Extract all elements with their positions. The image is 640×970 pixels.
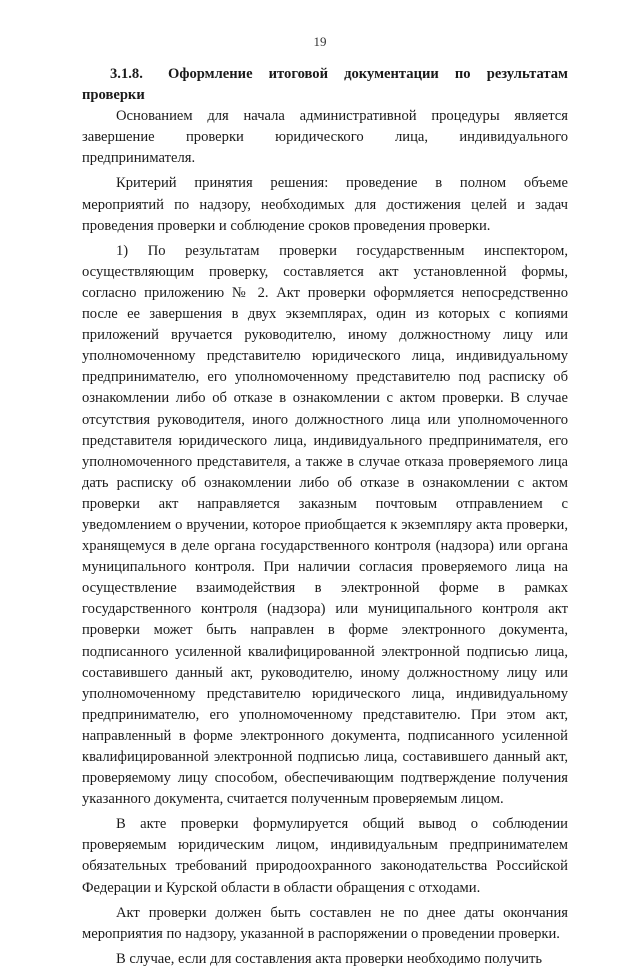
section-number: 3.1.8. — [110, 66, 143, 82]
section-title: Оформление итоговой документации по результатам проверки — [82, 66, 568, 104]
document-body — [82, 64, 568, 970]
paragraph-inspection-act: 1) По результатам проверки государственным инспектором, осуществляющим проверку, составляется акт установленной формы, согласно приложению № 2. Акт проверки оформляется непосредственно после ее завершения в двух экземплярах, один из которых с копиями приложений вручается руководителю, иному должностному лицу или уполномоченному представителю юридического лица, индивидуальному предпринимателю, его уполномоченному представителю под расписку об ознакомлении либо об отказе в ознакомлении с актом проверки. В случае отсутствия руководителя, иного должностного лица или уполномоченного представителя юридического лица, индивидуального предпринимателя, его уполномоченного представителя, а также в случае отказа проверяемого лица дать расписку об ознакомлении либо об отказе в ознакомлении с актом проверки акт направляется заказным почтовым отправлением с уведомлением о вручении, которое приобщается к экземпляру акта проверки, хранящемуся в деле органа государственного контроля (надзора) или органа муниципального контроля. При наличии согласия проверяемого лица на осуществление взаимодействия в электронной форме в рамках государственного контроля (надзора) или муниципального контроля акт проверки может быть направлен в форме электронного документа, подписанного усиленной квалифицированной электронной подписью лица, составившего данный акт, руководителю, иному должностному лицу или уполномоченному представителю юридического лица, индивидуальному предпринимателю, его уполномоченному представителю. При этом акт, направленный в форме электронного документа, подписанного усиленной квалифицированной электронной подписью лица, составившего данный акт, проверяемому лицу способом, обеспечивающим подтверждение получения указанного документа, считается полученным проверяемым лицом. — [82, 242, 568, 808]
paragraph-criterion: Критерий принятия решения: проведение в полном объеме мероприятий по надзору, необходимых для достижения целей и задач проведения проверки и соблюдение сроков проведения проверки. — [82, 175, 568, 234]
page-number: 19 — [313, 34, 327, 49]
paragraph-general-conclusion: В акте проверки формулируется общий вывод о соблюдении проверяемым юридическим лицом, индивидуальным предпринимателем обязательных требований природоохранного законодательства Российской Федерации и Курской области в области обращения с отходами. — [82, 816, 568, 896]
section-heading — [82, 64, 568, 106]
paragraph-continuation: В случае, если для составления акта проверки необходимо получить — [116, 950, 542, 967]
paragraph-act-deadline: Акт проверки должен быть составлен не по днее даты окончания мероприятия по надзору, указанной в распоряжении о проведении проверки. — [82, 904, 568, 942]
paragraph-basis: Основанием для начала административной процедуры является завершение проверки юридического лица, индивидуального предпринимателя. — [82, 108, 568, 167]
